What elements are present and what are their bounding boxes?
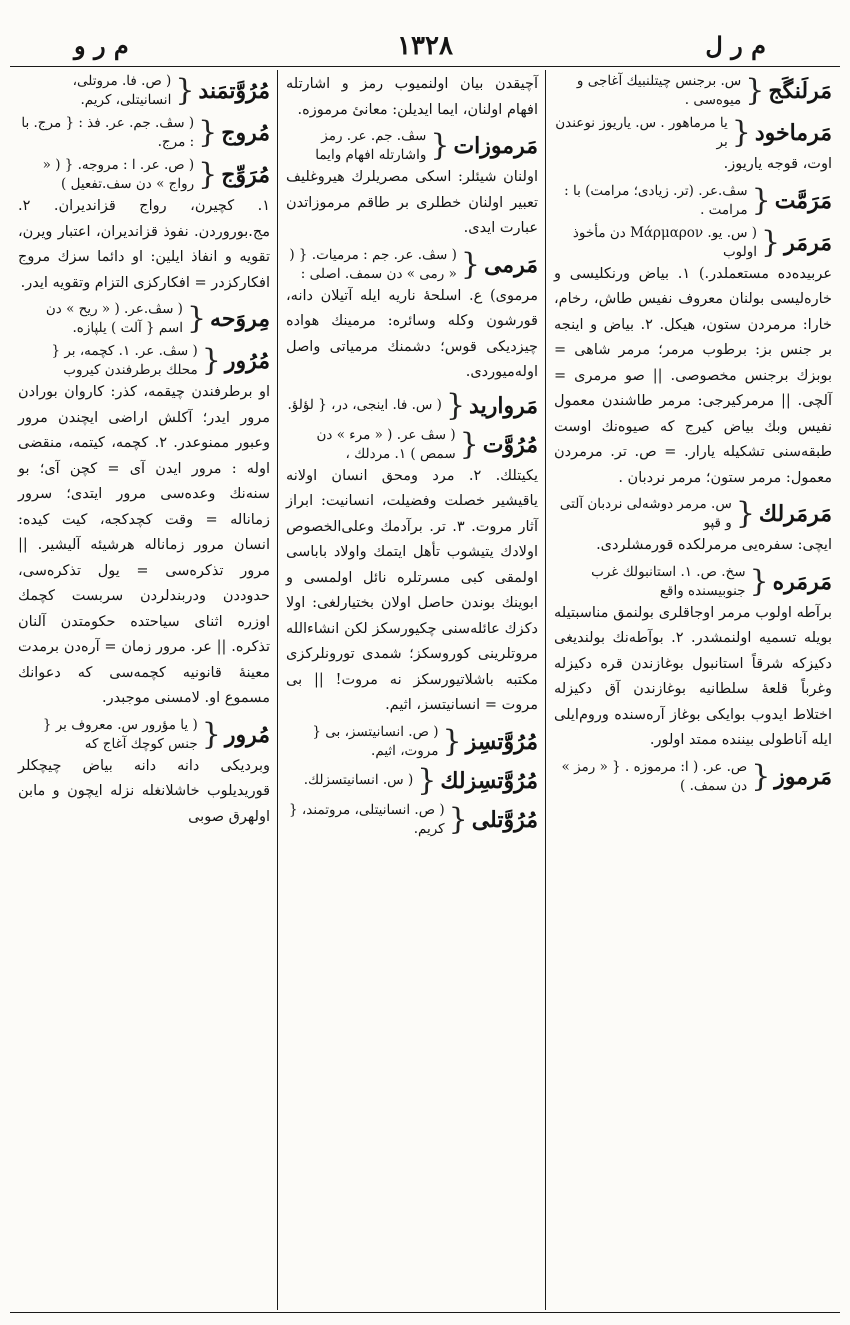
entry-grammar: ( سڤ عر. ( « مرء » دن سمص ) ١. مردلك ، xyxy=(316,426,456,462)
entry-grammar: س. مرمر دوشه‌لی نردبان آلتی و قپو xyxy=(559,496,732,531)
entry-definition: اولنان شیئلر: اسکی مصریلرك هیروغلیف تعبیر اولنان خطلری بر طاقم مرموزاتدن عبارت ایدی. xyxy=(286,169,538,236)
entry-headword: مَروارید xyxy=(469,392,538,419)
dictionary-entry: مُرُوَّتسِزلك { ( س. انسانیتسزلك. xyxy=(286,765,538,797)
dictionary-entry: مَرمَره { سخ. ص. ١. استانبولك غرب جنوبیسنده واقع برآطه اولوب مرمر اوجاقلری بولنمق مناسبتیله بویله تسمیه اولنمشدر. ٢. بوآطه‌نك بولندیغی دکیزکه شرقاً استانبول بوغازندن قره دکیزله وغرباً قلعهٔ سلطانیه بوغازندن آق دکیزله اختلاط ایدوب بوایکی بوغاز آره‌سنده وروم‌ایلی ایله آناطولی بیننده ممتد اولور. xyxy=(554,563,832,754)
entry-grammar: س. برجنس چیتلنبیك آغاجی و میوه‌سی . xyxy=(576,73,742,108)
entry-definition: او برطرفندن چیقمه، کذر: کاروان بورادن مرور ایدر؛ آکلش اراضی ایچندن مرور وعبور ممنوعدر. ٢. کچمه، کیتمه، منقضی اوله : مرور ایدن آی = کچن آی؛ بو سنه‌نك وعده‌سی مرور ایتدی؛ سرور زماناله = وقت کچدکجه، کیت کیده: انسان مرور زماناله هرشیئه آلیشیر. || مرور تذکره‌سی = یول تذکره‌سی، حدوددن ودربندلردن سربست کچمك اوزره اثنای سیاحتده حکومتدن آلنان تذکره. || عر. مرور زمان = آره‌دن برمدت معینهٔ قانونیه کچمه‌سی که دعوانك مسموع او. لامسنی موجبدر. xyxy=(18,384,270,706)
entry-grammar: ( ص. عر. ا : مروجه. { ( « رواج » دن سف.تفعیل ) xyxy=(42,157,195,192)
dictionary-entry: مُرُوَّتسِز { ( ص. انسانیتسز، بی { مروت، اثیم. xyxy=(286,723,538,761)
entry-grammar: ( سڤ. عر. ١. کچمه، بر { محلك برطرفندن کیروب xyxy=(51,343,198,378)
entry-grammar: سخ. ص. ١. استانبولك غرب جنوبیسنده واقع xyxy=(591,563,746,599)
dictionary-entry: مُروج { ( سڤ. جم. عر. فذ : { مرج. با : مرج. xyxy=(18,114,270,152)
header-letters-right: م ر ل xyxy=(705,31,766,60)
entry-headword: مُرور xyxy=(224,721,270,748)
dictionary-entry: مِروَحه { ( سڤ.عر. ( « ریح » دن اسم { آلت ) یلپازه. xyxy=(18,300,270,338)
entry-headword: مَرلَنگَج xyxy=(768,78,832,104)
header-letters-left: م ر و xyxy=(74,31,129,60)
entry-grammar: ( سڤ. عر. جم : مرمیات. { ( « رمی » دن سمف. اصلی : xyxy=(289,246,457,282)
entry-grammar: ( س. یو. Μάρμαρον دن مأخوذ اولوب xyxy=(572,224,758,260)
entry-headword: مَرمَره xyxy=(772,568,832,595)
dictionary-entry: مُرَوِّج { ( ص. عر. ا : مروجه. { ( « رواج » دن سف.تفعیل ) ١. کچیرن، رواج قزاندیران. ٢. مج.بوروردن. نفوذ قزاندیران، اعتبار ویرن، تقویه و انفاذ ایلین: او دائما سزك مروج افکارکزدر = افکارکزی التزام وتقویه ایدر. xyxy=(18,156,270,296)
entry-headword: مُرُوَّتلی xyxy=(471,806,538,833)
column-divider xyxy=(545,70,546,1310)
entry-definition: وبردیکی دانه دانه بیاض چیچکلر قوریدیلوب خاشلانغله نزله ایچون و مابن اولهرق صوبی xyxy=(18,757,270,825)
entry-headword: مُروج xyxy=(221,120,270,146)
dictionary-entry: مُرور { ( یا مؤرور س. معروف بر { جنس کوچك آغاج که وبردیکی دانه دانه بیاض چیچکلر قوریدیلوب خاشلانغله نزله ایچون و مابن اولهرق صوبی xyxy=(18,716,270,831)
dictionary-entry: مَرمَر { ( س. یو. Μάρμαρον دن مأخوذ اولوب عربیده‌ده مستعملدر.) ١. بیاض ورنکلیسی و خاره‌لیسی بولنان معروف نفیس طاش، رخام، خارا: مرمردن ستون، هیکل. ٢. بیاض و اینجه بر جنس بز: برطوب مرمر؛ مرمر شاهی = بوبزك برجنس مخصوصی. || صو مرمری = آلچی. || مرمرکیرجی: مرمر طاشندن معمول نفیس وبك بیاض کیرج که صیوه‌نك اوست طبقه‌سنی تشکیله یارار. = ص. تر. مرمردن معمول: مرمر ستون؛ مرمر نردبان . xyxy=(554,224,832,492)
entry-definition: ١. کچیرن، رواج قزاندیران. ٢. مج.بوروردن. نفوذ قزاندیران، اعتبار ویرن، تقویه و انفاذ ایلین: او دائما سزك مروج افکارکزدر = افکارکزی التزام وتقویه ایدر. xyxy=(18,198,270,291)
entry-definition: عربیده‌ده مستعملدر.) ١. بیاض ورنکلیسی و خاره‌لیسی بولنان معروف نفیس طاش، رخام، خارا: مرمردن ستون، هیکل. ٢. بیاض و اینجه بر جنس بز: برطوب مرمر؛ مرمر شاهی = بوبزك برجنس مخصوصی. || صو مرمری = آلچی. || مرمرکیرجی: مرمر طاشندن معمول نفیس وبك بیاض کیرج که صیوه‌نك اوست طبقه‌سنی تشکیله یارار. = ص. تر. مرمردن معمول: مرمر ستون؛ مرمر نردبان . xyxy=(554,265,832,486)
entry-definition: ایچی: سفره‌یی مرمرلکده قورمشلردی. xyxy=(596,537,832,553)
dictionary-entry: مُرُوَّت { ( سڤ عر. ( « مرء » دن سمص ) ١. مردلك ، یکیتلك. ٢. مرد ومحق انسان اولانه یاقیشیر خصلت وفضیلت، انسانیت: ابراز آثار مروت. ٣. تر. برآدمك وعلی‌الخصوص اولادك یتیشوب تأهل ایتمك واولاد باباسی اولمقی کبی مسرتلره نائل اولمسی و ابوینك بوندن حاصل اولان بختیارلغی: اولا دکزك عائله‌سنی چکیورسکز لکن انشاءالله مروتلرینی کوروسکز؛ شمدی تورونلرکزی مکتبه باشلاتیورسکز نه مروت! || بی مروت = انسانیتسز، اثیم. xyxy=(286,426,538,719)
column-center xyxy=(280,72,544,1308)
entry-grammar: ( سڤ. جم. عر. فذ : { مرج. با : مرج. xyxy=(21,115,195,150)
entry-definition: اوت، قوجه یاریوز. xyxy=(723,156,832,172)
entry-grammar: ( ص. انسانیتسز، بی { مروت، اثیم. xyxy=(312,723,439,759)
dictionary-entry: مَرماخود { یا مرماهور . س. یاریوز نوعندن بر اوت، قوجه یاریوز. xyxy=(554,114,832,178)
entry-definition: یکیتلك. ٢. مرد ومحق انسان اولانه یاقیشیر خصلت وفضیلت، انسانیت: ابراز آثار مروت. ٣. تر. برآدمك وعلی‌الخصوص اولادك یتیشوب تأهل ایتمك واولاد باباسی اولمقی کبی مسرتلره نائل اولمسی و ابوینك بوندن حاصل اولان بختیارلغی: اولا دکزك عائله‌سنی چکیورسکز لکن انشاءالله مروتلرینی کوروسکز؛ شمدی تورونلرکزی مکتبه باشلاتیورسکز نه مروت! || بی مروت = انسانیتسز، اثیم. xyxy=(286,467,538,713)
header-rule xyxy=(10,66,840,67)
dictionary-entry xyxy=(286,72,538,123)
entry-headword: مُرُوَّت xyxy=(482,431,538,458)
dictionary-entry: مَرمی { ( سڤ. عر. جم : مرمیات. { ( « رمی » دن سمف. اصلی : مرموی) ع. اسلحهٔ ناریه ایله آتیلان دانه، قورشون وکله وسائره: مرمینك هواده چیزدیکی قوس؛ دشمنك مرمیاتی واصل اوله‌میوردی. xyxy=(286,246,538,386)
entry-headword: مُرُوَّتمَند xyxy=(198,78,270,104)
entry-headword: مُرُور xyxy=(224,348,270,374)
dictionary-entry: مُرُوَّتمَند { ( ص. فا. مروتلی، انسانیتلی، کریم. xyxy=(18,72,270,110)
dictionary-entry: مَرموز { ص. عر. ( ا: مرموزه . { « رمز » دن سمف. ) xyxy=(554,758,832,796)
entry-grammar: ( سڤ.عر. ( « ریح » دن اسم { آلت ) یلپازه. xyxy=(45,301,183,336)
entry-grammar: سڤ. جم. عر. رمز واشارتله افهام وایما xyxy=(315,128,427,163)
entry-headword: مِروَحه xyxy=(210,306,270,332)
entry-grammar: ( س. فا. اینجی، در، { لؤلؤ. xyxy=(287,397,442,413)
entry-headword: مُرَوِّج xyxy=(221,162,270,188)
entry-definition-continued: آچیقدن بیان اولنمیوب رمز و اشارتله افهام اولنان، ایما ایدیلن: معانیٔ مرموزه. xyxy=(286,76,538,118)
column-divider xyxy=(277,70,278,1310)
dictionary-entry: مَرلَنگَج { س. برجنس چیتلنبیك آغاجی و میوه‌سی . xyxy=(554,72,832,110)
column-right xyxy=(548,72,838,1308)
page-number: ١٣٢٨ xyxy=(397,31,453,61)
entry-definition: برآطه اولوب مرمر اوجاقلری بولنمق مناسبتیله بویله تسمیه اولنمشدر. ٢. بوآطه‌نك بولندیغی دکیزکه شرقاً استانبول بوغازندن قره دکیزله وغرباً قلعهٔ سلطانیه بوغازندن آق دکیزله اختلاط ایدوب بوایکی بوغاز آره‌سنده وروم‌ایلی ایله آناطولی بیننده ممتد اولور. xyxy=(554,604,832,748)
entry-headword: مَرمَر xyxy=(784,229,832,256)
entry-grammar: ص. عر. ( ا: مرموزه . { « رمز » دن سمف. ) xyxy=(561,758,748,794)
entry-headword: مَرَمَّت xyxy=(774,187,832,214)
entry-grammar: ( یا مؤرور س. معروف بر { جنس کوچك آغاج که xyxy=(42,716,198,752)
page-header xyxy=(14,28,836,64)
dictionary-entry: مَرمَرلك { س. مرمر دوشه‌لی نردبان آلتی و قپو ایچی: سفره‌یی مرمرلکده قورمشلردی. xyxy=(554,495,832,559)
entry-headword: مَرموز xyxy=(774,763,832,790)
column-left xyxy=(12,72,276,1308)
footer-rule xyxy=(10,1312,840,1313)
entry-grammar: ( ص. انسانیتلی، مروتمند، { کریم. xyxy=(289,801,445,837)
entry-definition: مرموی) ع. اسلحهٔ ناریه ایله آتیلان دانه، قورشون وکله وسائره: مرمینك هواده چیزدیکی قوس؛ دشمنك مرمیاتی واصل اوله‌میوردی. xyxy=(286,287,538,380)
entry-grammar: یا مرماهور . س. یاریوز نوعندن بر xyxy=(555,115,728,150)
entry-grammar: ( ص. فا. مروتلی، انسانیتلی، کریم. xyxy=(72,73,172,108)
entry-headword: مُرُوَّتسِز xyxy=(465,728,538,755)
dictionary-entry: مَرموزات { سڤ. جم. عر. رمز واشارتله افهام وایما اولنان شیئلر: اسکی مصریلرك هیروغلیف تعبیر اولنان خطلری بر طاقم مرموزاتدن عبارت ایدی. xyxy=(286,127,538,242)
entry-grammar: ( س. انسانیتسزلك. xyxy=(303,772,414,788)
dictionary-entry: مُرُور { ( سڤ. عر. ١. کچمه، بر { محلك برطرفندن کیروب او برطرفندن چیقمه، کذر: کاروان بورادن مرور ایدر؛ آکلش اراضی ایچندن مرور وعبور ممنوعدر. ٢. کچمه، کیتمه، منقضی اوله : مرور ایدن آی = کچن آی؛ بو سنه‌نك وعده‌سی مرور ایتدی؛ سرور زماناله = وقت کچدکجه، کیت کیده: انسان مرور زماناله هرشیئه آلیشیر. || مرور تذکره‌سی = یول تذکره‌سی، حدوددن ودربندلردن سربست کچمك اوزره اثنای سیاحتده حکومتدن آلنان تذکره. || عر. مرور زمان = آره‌دن برمدت معینهٔ قانونیه کچمه‌سی که دعوانك مسموع او. لامسنی موجبدر. xyxy=(18,342,270,712)
entry-grammar: سڤ.عر. (تر. زیادی؛ مرامت) با : مرامت . xyxy=(564,182,748,218)
dictionary-entry: مَروارید { ( س. فا. اینجی، در، { لؤلؤ. xyxy=(287,387,538,423)
dictionary-entry: مُرُوَّتلی { ( ص. انسانیتلی، مروتمند، { کریم. xyxy=(286,801,538,839)
entry-headword: مَرمَرلك xyxy=(758,501,832,527)
entry-headword: مَرمی xyxy=(483,251,538,278)
entry-headword: مُرُوَّتسِزلك xyxy=(440,767,538,794)
entry-headword: مَرماخود xyxy=(754,120,832,146)
entry-headword: مَرموزات xyxy=(453,133,538,159)
dictionary-entry: مَرَمَّت { سڤ.عر. (تر. زیادی؛ مرامت) با : مرامت . xyxy=(554,182,832,220)
